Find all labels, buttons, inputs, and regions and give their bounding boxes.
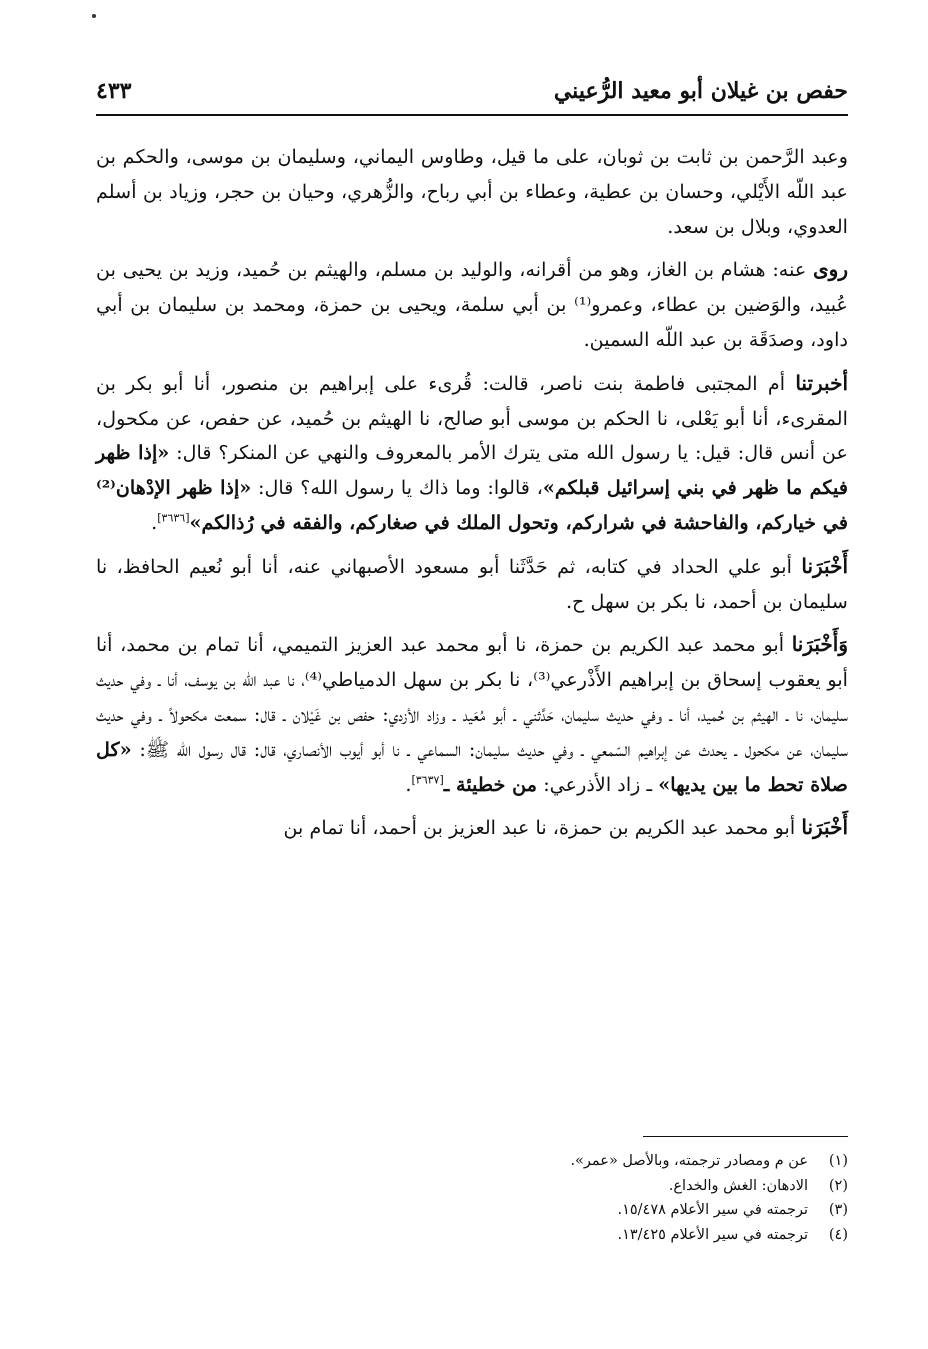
footnote-number: (٢) <box>828 1177 848 1194</box>
hadith-quote: «كل صلاة تحط ما بين يديها» <box>96 737 848 796</box>
paragraph-narrators <box>96 252 848 357</box>
paragraph-text: أبو علي الحداد في كتابه، ثم حَدَّثَنا أبو مسعود الأصبهاني عنه، أنا أبو نُعيم الحافظ، نا سليمان بن أحمد، نا بكر بن سهل ح. <box>96 554 848 613</box>
footnote-text: ترجمته في سير الأعلام ١٣/٤٢٥. <box>617 1226 808 1243</box>
footnote-3 <box>96 1198 848 1223</box>
paragraph-lead: أَخْبَرَنا <box>801 815 848 840</box>
page-header <box>96 72 848 112</box>
footnote-number: (٣) <box>828 1202 848 1218</box>
footnote-rule <box>643 1136 848 1137</box>
paragraph-chain-haddad <box>96 549 848 620</box>
isnad-text: ، قالوا: وما ذاك يا رسول الله؟ قال: <box>258 476 543 500</box>
page-number: ٤٣٣ <box>96 78 132 104</box>
paragraph-text: أبو محمد عبد الكريم بن حمزة، نا عبد العزيز بن أحمد، أنا تمام بن <box>283 816 796 840</box>
hadith-quote: «إذا ظهر الإدْهان⁽²⁾ في خياركم، والفاحشة في شراركم، وتحول الملك في صغاركم، والفقه في رُذالكم» <box>96 476 848 534</box>
hadith-reference: [٣٦٣٦] <box>157 511 190 525</box>
sentence-end: . <box>405 772 412 796</box>
footnote-number: (١) <box>828 1153 848 1169</box>
paragraph-text: عنه: هشام بن الغاز، وهو من أقرانه، والوليد بن مسلم، والهيثم بن حُميد، وزيد بن يحيى بن عُبيد، والوَضين بن عطاء، وعمرو⁽¹⁾ بن أبي سلمة، ويحيى بن حمزة، ومحمد بن سليمان بن أبي داود، وصدَقَة بن عبد اللّه السمين. <box>96 258 848 351</box>
isnad-text: أم المجتبى فاطمة بنت ناصر، قالت: قُرىء على إبراهيم بن منصور، أنا أبو بكر بن المقرىء، أنا أبو يَعْلى، نا الحكم بن موسى أبو صالح، نا الهيثم بن حُميد، عن حفص، عن مكحول، عن أنس قال: قيل: يا رسول الله متى يترك الأمر بالمعروف والنهي عن المنكر؟ قال: <box>96 371 848 465</box>
isnad-text: ـ زاد الأذرعي: <box>543 772 653 796</box>
paragraph-chain-continued <box>96 810 848 846</box>
hadith-quote: «إذا ظهر فيكم ما ظهر في بني إسرائيل قبلكم» <box>96 441 848 500</box>
paragraph-hadith-3637 <box>96 627 848 802</box>
isnad-text: أبو محمد عبد الكريم بن حمزة، نا أبو محمد عبد العزيز التميمي، أنا تمام بن محمد، أنا أبو يعقوب إسحاق بن إبراهيم الأَذْرعي⁽³⁾، نا بكر بن سهل الدمياطي⁽⁴⁾، نا عبد اللّه بن يوسف، أنا ـ وفي حديث سليمان، نا ـ الهيثم بن حُميد، أنا ـ وفي حديث سليمان، حَدَّثني ـ أبو مُعَيد ـ وزاد الأزدي: حفص بن غَيْلان ـ قال: سمعت مكحولاً ـ وفي حديث سليمان، عن مكحول ـ يحدث عن إبراهيم السّمعي ـ وفي حديث سليمان: السماعي ـ نا أبو أيوب الأنصاري، قال: قال رسول الله ﷺ: <box>96 633 848 761</box>
paragraph-hadith-3636 <box>96 366 848 541</box>
paragraph-lead: أخبرتنا <box>795 370 848 395</box>
footnote-text: ترجمته في سير الأعلام ١٥/٤٧٨. <box>617 1202 808 1218</box>
paragraph-lead: روى <box>813 257 848 282</box>
paragraph-lead: وَأَخْبَرَنا <box>791 632 848 657</box>
sentence-end: . <box>151 510 158 534</box>
footnote-number: (٤) <box>828 1226 848 1243</box>
footnotes <box>96 1136 848 1247</box>
scan-speck <box>92 14 96 18</box>
footnote-text: الادهان: الغش والخداع. <box>668 1177 808 1194</box>
footnote-text: عن م ومصادر ترجمته، وبالأصل «عمر». <box>570 1153 808 1169</box>
paragraph-teachers <box>96 140 848 244</box>
book-page <box>96 0 848 1349</box>
running-title: حفص بن غيلان أبو معيد الرُّعيني <box>553 78 848 104</box>
main-text <box>96 140 848 854</box>
header-rule <box>96 114 848 116</box>
hadith-quote: من خطيئة ـ <box>443 772 538 796</box>
paragraph-text: وعبد الرَّحمن بن ثابت بن ثوبان، على ما قيل، وطاوس اليماني، وسليمان بن موسى، والحكم بن عبد اللّه الأَيْلي، وحسان بن عطية، وعطاء بن أبي رباح، والزُّهري، وحيان بن حجر، وزياد بن أسلم العدوي، وبلال بن سعد. <box>96 145 848 238</box>
footnote-4 <box>96 1223 848 1248</box>
paragraph-lead: أَخْبَرَنا <box>801 553 848 578</box>
footnote-1 <box>96 1149 848 1174</box>
hadith-reference: [٣٦٣٧] <box>411 773 444 787</box>
footnote-2 <box>96 1174 848 1199</box>
